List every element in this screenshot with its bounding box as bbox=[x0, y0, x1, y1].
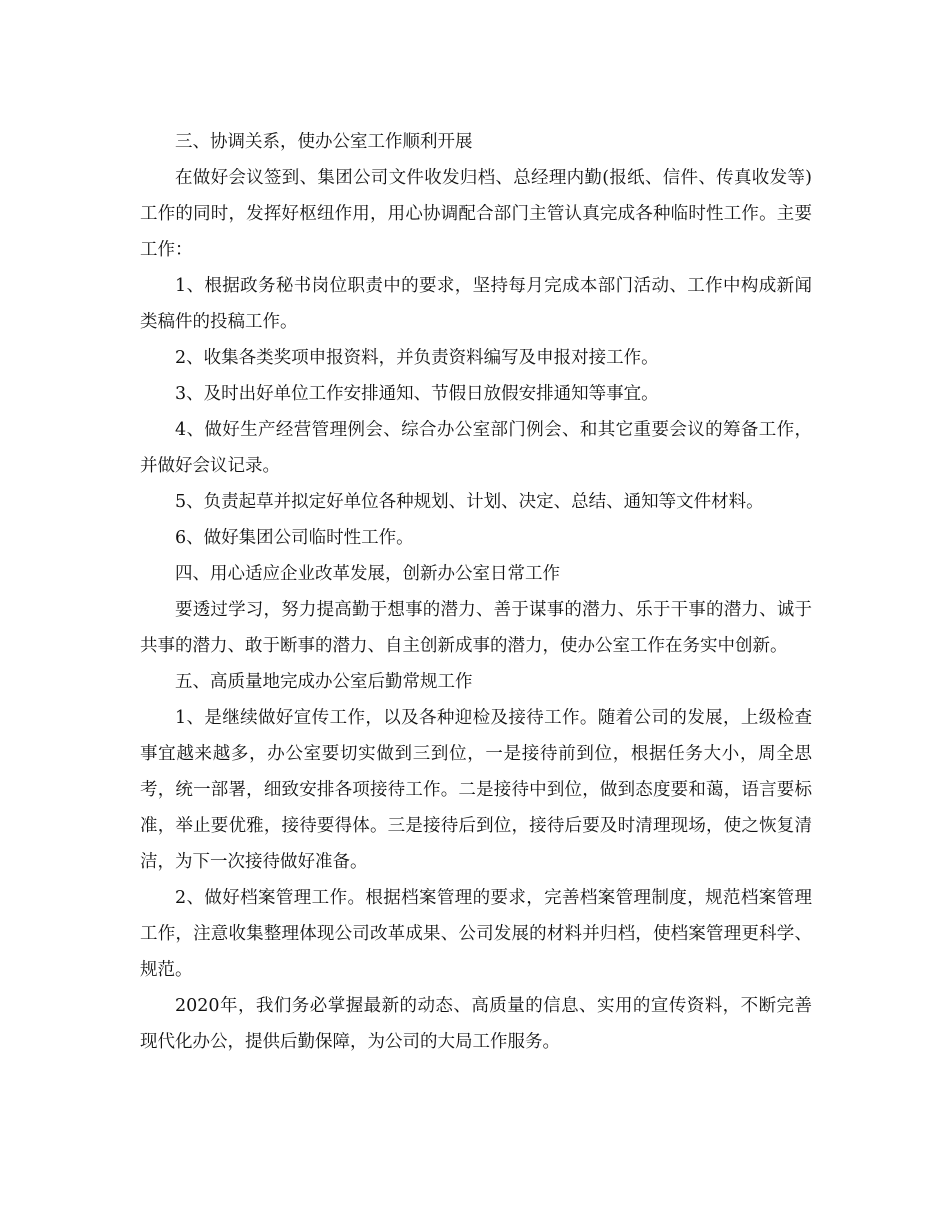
section-heading-3: 三、协调关系，使办公室工作顺利开展 bbox=[175, 132, 473, 152]
list-item-5-2: 2、做好档案管理工作。根据档案管理的要求，完善档案管理制度，规范档案管理工作，注意收集整理体现公司改革成果、公司发展的材料并归档，使档案管理更科学、规范。 bbox=[140, 888, 812, 980]
list-item-5-1: 1、是继续做好宣传工作，以及各种迎检及接待工作。随着公司的发展，上级检查事宜越来越多，办公室要切实做到三到位，一是接待前到位，根据任务大小，周全思考，统一部署，细致安排各项接待工作。二是接待中到位，做到态度要和蔼，语言要标准，举止要优雅，接待要得体。三是接待后到位，接待后要及时清理现场，使之恢复清洁，为下一次接待做好准备。 bbox=[140, 708, 812, 872]
paragraph-closing: 2020年，我们务必掌握最新的动态、高质量的信息、实用的宣传资料，不断完善现代化办公，提供后勤保障，为公司的大局工作服务。 bbox=[140, 996, 812, 1052]
paragraph-body-4: 要透过学习，努力提高勤于想事的潜力、善于谋事的潜力、乐于干事的潜力、诚于共事的潜力、敢于断事的潜力、自主创新成事的潜力，使办公室工作在务实中创新。 bbox=[140, 600, 812, 656]
list-item-3-5: 5、负责起草并拟定好单位各种规划、计划、决定、总结、通知等文件材料。 bbox=[175, 492, 764, 512]
document-body bbox=[140, 124, 812, 1060]
list-item-3-4: 4、做好生产经营管理例会、综合办公室部门例会、和其它重要会议的筹备工作，并做好会议记录。 bbox=[140, 420, 812, 476]
list-item-3-6: 6、做好集团公司临时性工作。 bbox=[175, 528, 414, 548]
paragraph-intro-3: 在做好会议签到、集团公司文件收发归档、总经理内勤(报纸、信件、传真收发等)工作的同时，发挥好枢纽作用，用心协调配合部门主管认真完成各种临时性工作。主要工作： bbox=[140, 168, 812, 260]
section-heading-4: 四、用心适应企业改革发展，创新办公室日常工作 bbox=[175, 564, 560, 584]
list-item-3-3: 3、及时出好单位工作安排通知、节假日放假安排通知等事宜。 bbox=[175, 384, 659, 404]
list-item-3-1: 1、根据政务秘书岗位职责中的要求，坚持每月完成本部门活动、工作中构成新闻类稿件的投稿工作。 bbox=[140, 276, 812, 332]
list-item-3-2: 2、收集各类奖项申报资料，并负责资料编写及申报对接工作。 bbox=[175, 348, 659, 368]
section-heading-5: 五、高质量地完成办公室后勤常规工作 bbox=[175, 672, 473, 692]
